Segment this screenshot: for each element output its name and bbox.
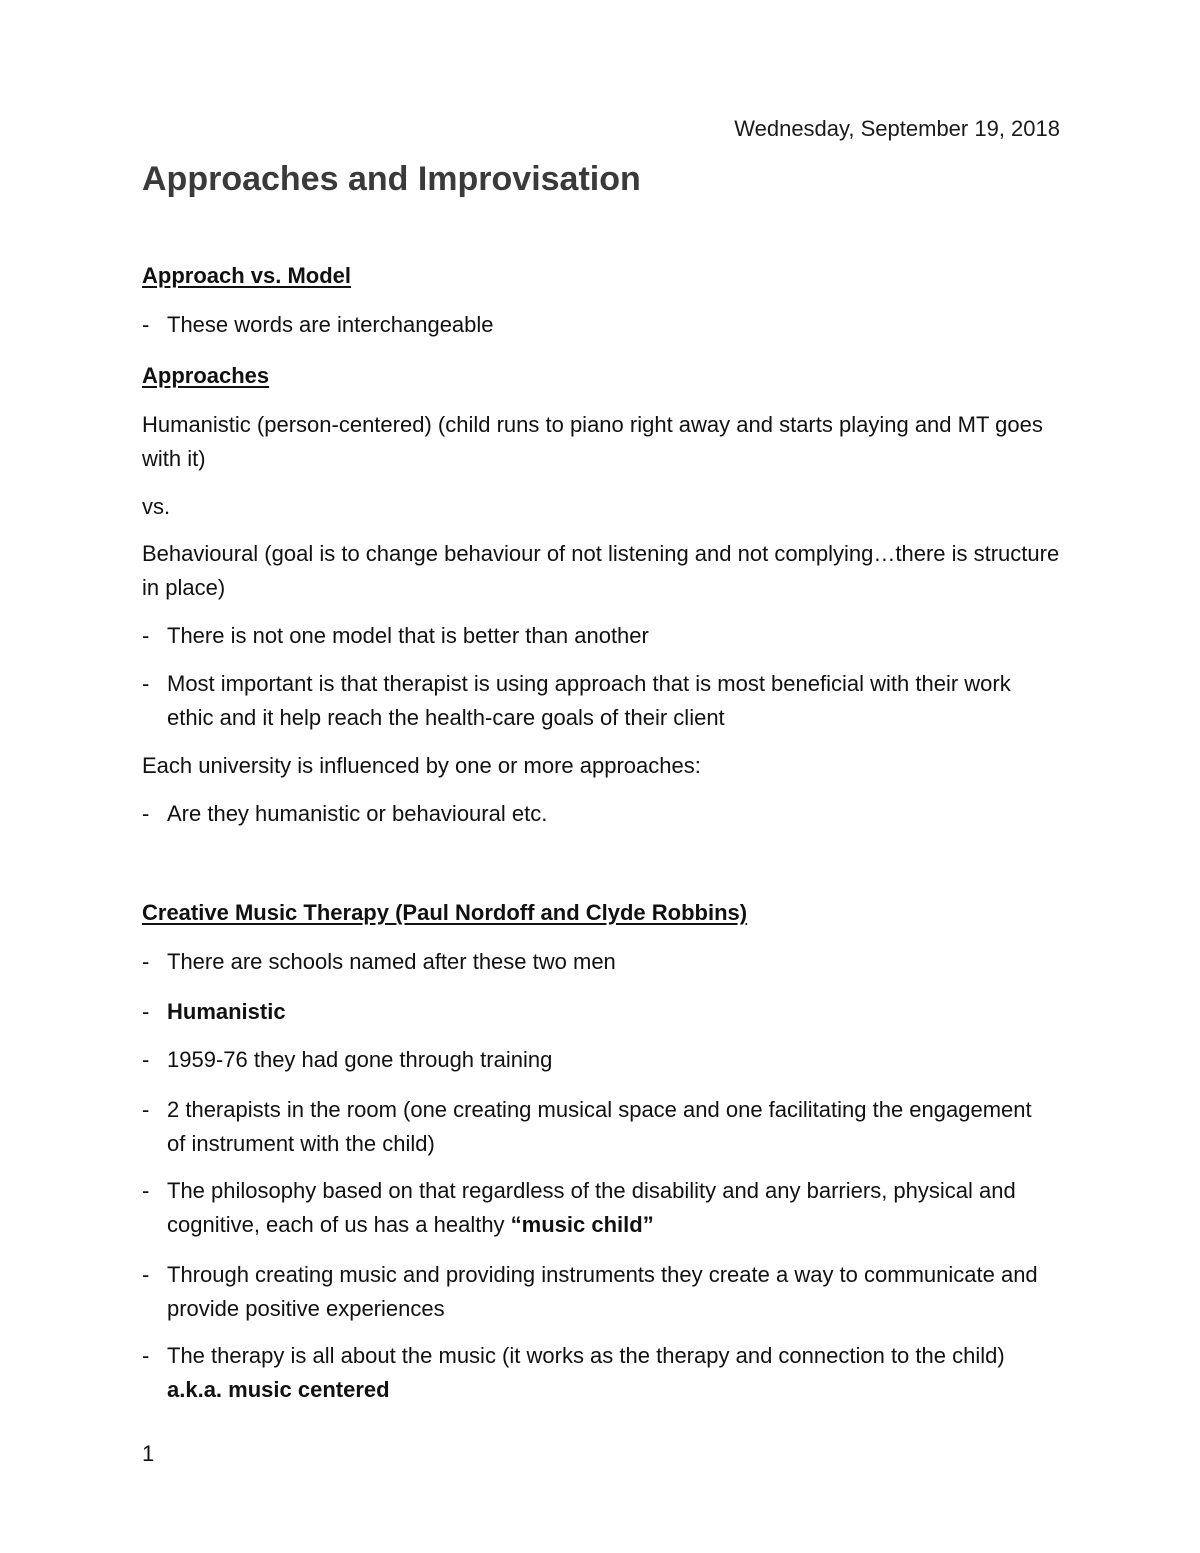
paragraph-behavioural: Behavioural (goal is to change behaviour of not listening and not complying…there is structure in place) bbox=[142, 541, 1060, 600]
paragraph-humanistic: Humanistic (person-centered) (child runs to piano right away and starts playing and MT goes with it) bbox=[142, 412, 1043, 471]
bullet-dash: - bbox=[142, 801, 150, 826]
list-item-text: There is not one model that is better than another bbox=[167, 623, 649, 648]
list-item bbox=[142, 1043, 1042, 1077]
list-item-text: Most important is that therapist is using approach that is most beneficial with their work ethic and it help reach the health-care goals of their client bbox=[167, 671, 1011, 730]
document-date: Wednesday, September 19, 2018 bbox=[734, 116, 1060, 141]
list-item-text: Through creating music and providing instruments they create a way to communicate and provide positive experiences bbox=[167, 1262, 1038, 1321]
paragraph-vs: vs. bbox=[142, 494, 171, 519]
list-item-text: 1959-76 they had gone through training bbox=[167, 1047, 553, 1072]
bullet-dash: - bbox=[142, 1262, 150, 1287]
list-item bbox=[142, 1339, 1042, 1407]
bullet-dash: - bbox=[142, 623, 150, 648]
bullet-dash: - bbox=[142, 671, 150, 696]
bullet-dash: - bbox=[142, 312, 150, 337]
section-heading-creative-music-therapy: Creative Music Therapy (Paul Nordoff and Clyde Robbins) bbox=[142, 900, 748, 925]
list-item bbox=[142, 1093, 1042, 1161]
section-heading-approach-vs-model: Approach vs. Model bbox=[142, 263, 352, 288]
list-item-text: These words are interchangeable bbox=[167, 312, 494, 337]
section-heading-approaches: Approaches bbox=[142, 363, 270, 388]
bullet-dash: - bbox=[142, 949, 150, 974]
bullet-dash: - bbox=[142, 1097, 150, 1122]
list-item bbox=[142, 797, 1042, 831]
list-item bbox=[142, 667, 1042, 735]
list-item bbox=[142, 995, 1042, 1029]
list-item-text: Are they humanistic or behavioural etc. bbox=[167, 801, 548, 826]
list-item-text: There are schools named after these two men bbox=[167, 949, 616, 974]
list-item bbox=[142, 945, 1042, 979]
document-title: Approaches and Improvisation bbox=[142, 160, 641, 198]
page-number: 1 bbox=[142, 1441, 155, 1466]
paragraph-university: Each university is influenced by one or more approaches: bbox=[142, 753, 701, 778]
list-item bbox=[142, 1258, 1042, 1326]
list-item-text: The therapy is all about the music (it works as the therapy and connection to the child) bbox=[167, 1343, 1005, 1368]
list-item-text: 2 therapists in the room (one creating musical space and one facilitating the engagement of instrument with the child) bbox=[167, 1097, 1032, 1156]
list-item-emphasis: “music child” bbox=[510, 1212, 654, 1237]
bullet-dash: - bbox=[142, 1178, 150, 1203]
bullet-dash: - bbox=[142, 1343, 150, 1368]
list-item bbox=[142, 308, 1042, 342]
list-item bbox=[142, 619, 1042, 653]
bullet-dash: - bbox=[142, 1047, 150, 1072]
list-item-text: Humanistic bbox=[167, 999, 286, 1024]
bullet-dash: - bbox=[142, 999, 150, 1024]
list-item bbox=[142, 1174, 1042, 1242]
list-item-text: The philosophy based on that regardless of the disability and any barriers, physical and cognitive, each of us has a healthy bbox=[167, 1178, 1016, 1237]
list-item-emphasis: a.k.a. music centered bbox=[167, 1377, 390, 1402]
